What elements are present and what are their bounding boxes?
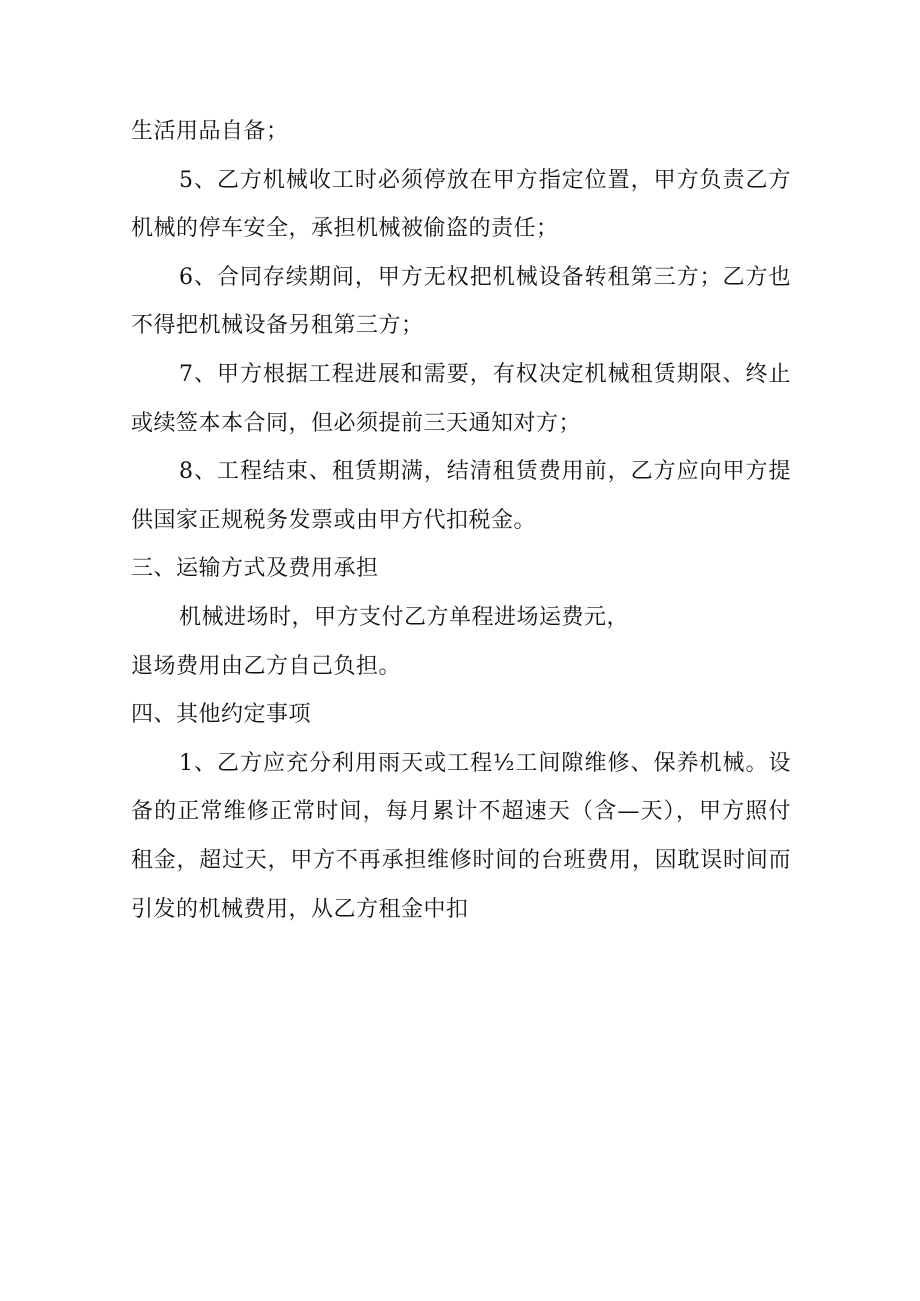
clause-5: 5、乙方机械收工时必须停放在甲方指定位置，甲方负责乙方机械的停车安全，承担机械被偷盗的责任； [131, 167, 791, 242]
section-heading-3: 三、运输方式及费用承担 [131, 556, 379, 582]
section-heading-4: 四、其他约定事项 [131, 702, 312, 728]
transport-paragraph: 机械进场时，甲方支付乙方单程进场运费元， [179, 604, 630, 630]
document-body [131, 108, 791, 934]
clause-7: 7、甲方根据工程进展和需要，有权决定机械租赁期限、终止或续签本本合同，但必须提前三天通知对方； [131, 361, 791, 436]
clause-6: 6、合同存续期间，甲方无权把机械设备转租第三方；乙方也不得把机械设备另租第三方； [131, 264, 791, 339]
paragraph-continuation: 生活用品自备； [131, 119, 289, 144]
clause-8: 8、工程结束、租赁期满，结清租赁费用前，乙方应向甲方提供国家正规税务发票或由甲方代扣税金。 [131, 459, 791, 533]
exit-fee-paragraph: 退场费用由乙方自己负担。 [131, 653, 402, 679]
other-clause-1: 1、乙方应充分利用雨天或工程½工间隙维修、保养机械。设备的正常维修正常时间，每月累计不超速天（含—天），甲方照付租金，超过天，甲方不再承担维修时间的台班费用，因耽误时间而引发的机械费用，从乙方租金中扣 [131, 750, 791, 922]
